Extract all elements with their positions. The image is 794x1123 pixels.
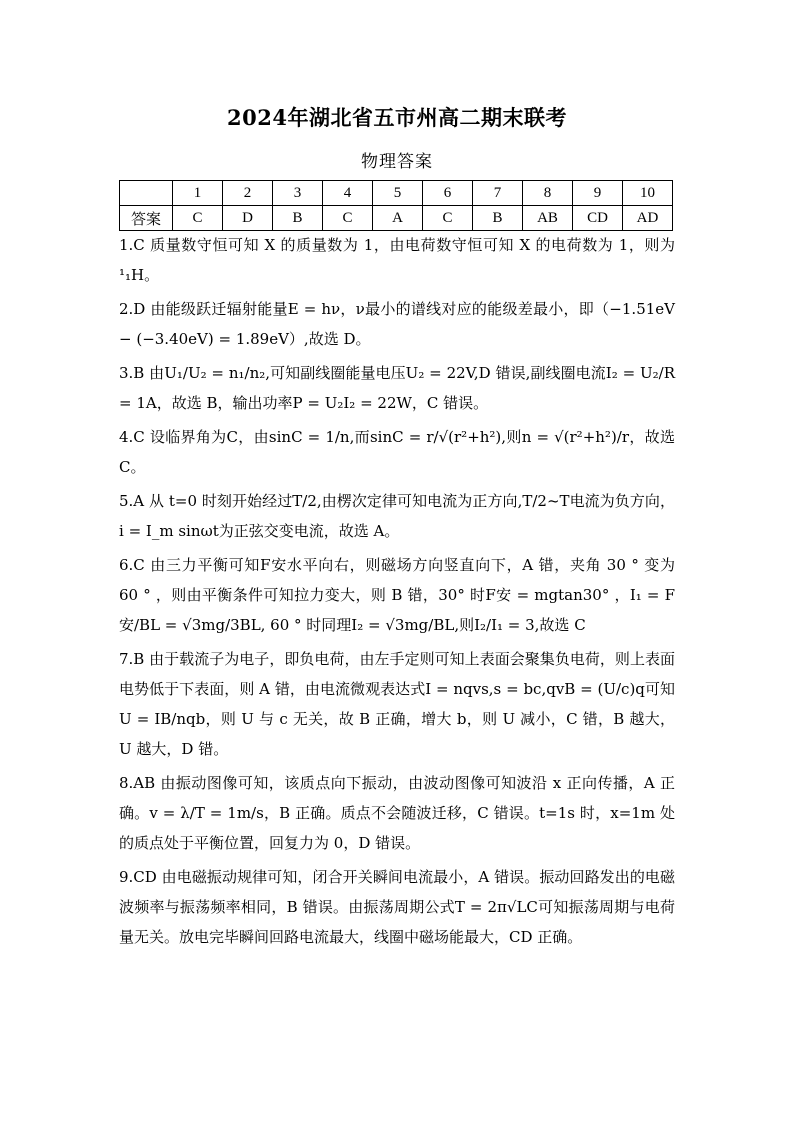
page-title: 2024年湖北省五市州高二期末联考 [227,105,567,130]
explanations-body [119,230,675,956]
question-number: 5 [373,181,423,206]
explanation-q8: 8.AB 由振动图像可知，该质点向下振动，由波动图像可知波沿 x 正向传播，A 正确。v = λ/T = 1m/s，B 正确。质点不会随波迁移，C 错误。t=1s 时，x=1m 处的质点处于平衡位置，回复力为 0，D 错误。 [119,774,675,852]
explanation-q9: 9.CD 由电磁振动规律可知，闭合开关瞬间电流最小，A 错误。振动回路发出的电磁波频率与振荡频率相同，B 错误。由振荡周期公式T = 2π√LC可知振荡周期与电荷量无关。放电完毕瞬间回路电流最大，线圈中磁场能最大，CD 正确。 [119,868,675,946]
explanation-q3: 3.B 由U₁/U₂ = n₁/n₂,可知副线圈能量电压U₂ = 22V,D 错误,副线圈电流I₂ = U₂/R = 1A，故选 B，输出功率P = U₂I₂ = 22W，C 错误。 [119,364,675,412]
explanation-q2: 2.D 由能级跃迁辐射能量E = hν，ν最小的谱线对应的能级差最小，即（−1.51eV − (−3.40eV) = 1.89eV）,故选 D。 [119,300,675,348]
question-number: 7 [473,181,523,206]
question-number: 3 [273,181,323,206]
explanation-q6: 6.C 由三力平衡可知F安水平向右，则磁场方向竖直向下，A 错，夹角 30 ° 变为 60 ° ，则由平衡条件可知拉力变大，则 B 错，30° 时F安 = mgtan30° ，I₁ = F安/BL = √3mg/3BL, 60 ° 时同理I₂ = √3mg/BL,则I₂/I₁ = 3,故选 C [119,556,675,634]
explanation-q5: 5.A 从 t=0 时刻开始经过T/2,由楞次定律可知电流为正方向,T/2~T电流为负方向，i = I_m sinωt为正弦交变电流，故选 A。 [119,492,675,540]
answer-table [119,180,673,231]
answer-cell: D [223,206,273,231]
answer-cell: A [373,206,423,231]
answer-cell: AB [523,206,573,231]
explanation-q4: 4.C 设临界角为C，由sinC = 1/n,而sinC = r/√(r²+h²),则n = √(r²+h²)/r，故选 C。 [119,428,675,476]
answer-cell: C [323,206,373,231]
answer-row-label: 答案 [120,206,173,231]
answer-cell: B [273,206,323,231]
answer-cell: AD [623,206,673,231]
question-number: 6 [423,181,473,206]
explanation-q1: 1.C 质量数守恒可知 X 的质量数为 1，由电荷数守恒可知 X 的电荷数为 1，则为¹₁H。 [119,236,675,284]
answer-cell: C [173,206,223,231]
page-subtitle: 物理答案 [361,152,433,172]
table-corner-cell [120,181,173,206]
answer-cell: C [423,206,473,231]
question-number: 1 [173,181,223,206]
question-number: 10 [623,181,673,206]
answer-table-header-row [120,181,673,206]
answer-cell: B [473,206,523,231]
answer-table-answer-row [120,206,673,231]
answer-cell: CD [573,206,623,231]
question-number: 4 [323,181,373,206]
question-number: 8 [523,181,573,206]
question-number: 9 [573,181,623,206]
explanation-q7: 7.B 由于载流子为电子，即负电荷，由左手定则可知上表面会聚集负电荷，则上表面电势低于下表面，则 A 错，由电流微观表达式I = nqvs,s = bc,qvB = (U/c)q可知U = IB/nqb，则 U 与 c 无关，故 B 正确，增大 b，则 U 减小，C 错，B 越大，U 越大，D 错。 [119,650,675,758]
question-number: 2 [223,181,273,206]
